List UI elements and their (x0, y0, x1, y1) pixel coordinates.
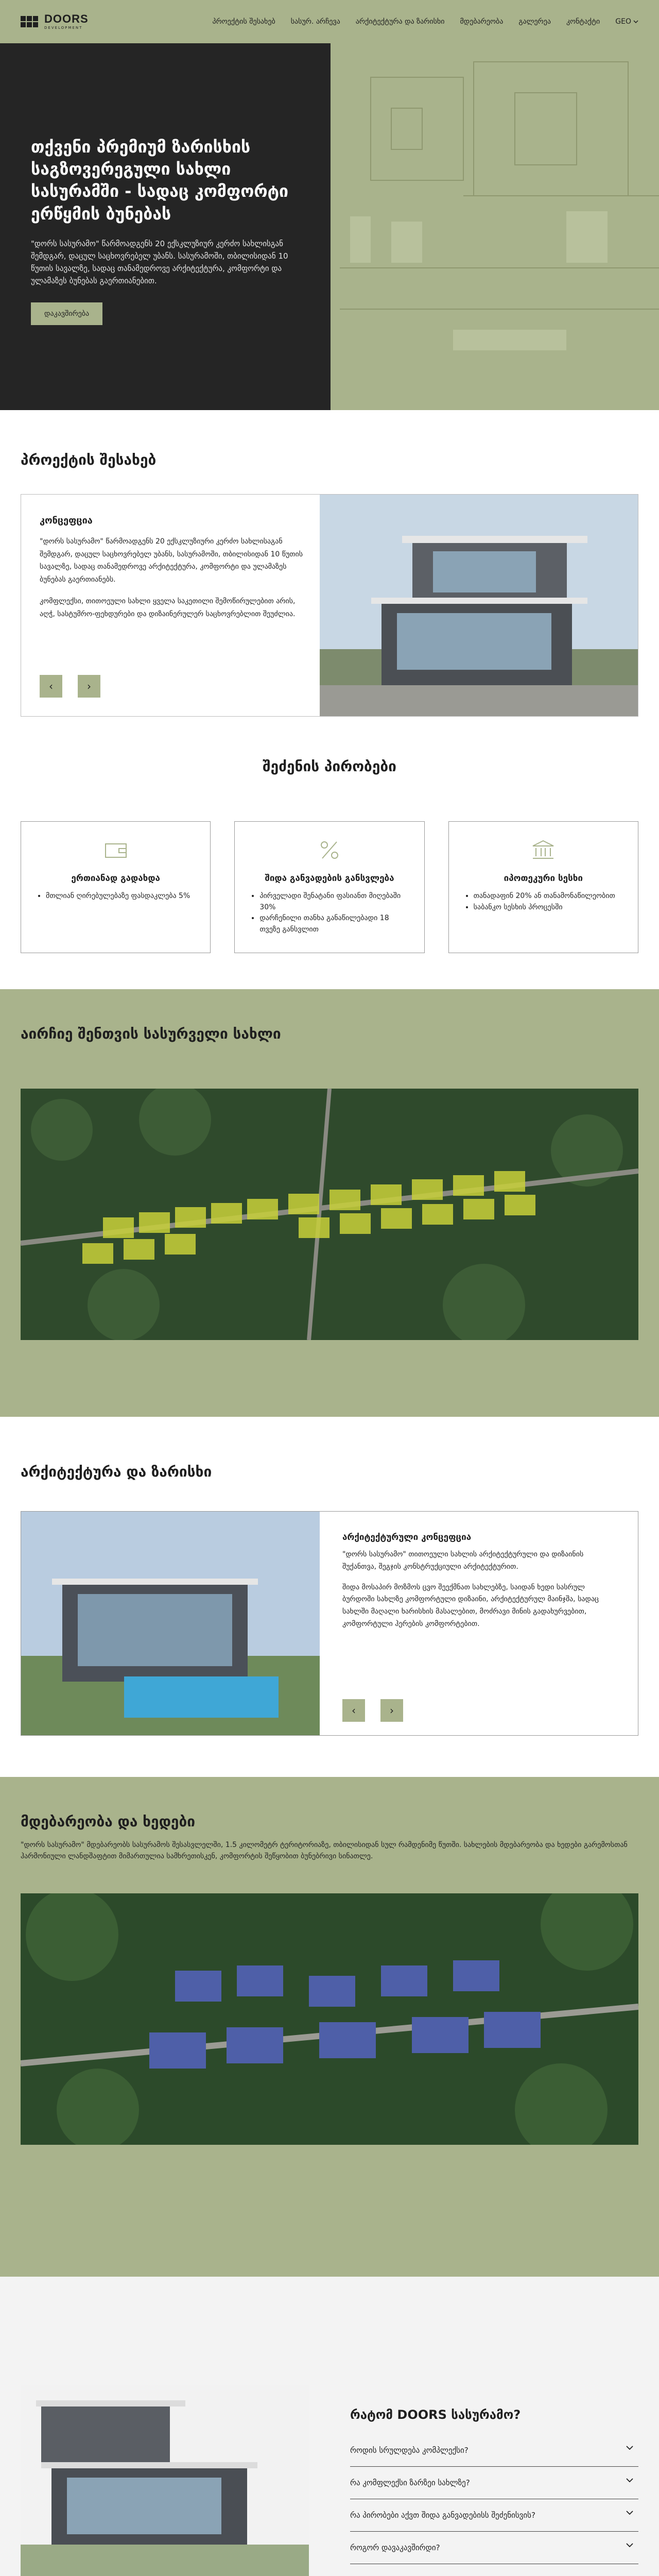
concept-title: კონცეფცია (40, 515, 93, 526)
nav-link-gallery[interactable]: გალერეა (518, 18, 551, 26)
faq-section (0, 2277, 659, 2576)
concept-paragraph-1: "დორს სასურამო" წარმოადგენს 20 ექსკლუზიური კერძო სახლისაგან შემდგარ, დაცულ საცხოვრებელ უბანს, სასურამოში, თბილისიდან 10 წუთის სავალზე, სადაც თანამედროვე არქიტექტურა, კომფორტი და ულამაზეს ბუნებას გაერთიანებს. (40, 537, 303, 584)
card-item: • დარჩენილი თანხა განაწილებადი 18 თვეზე განსვლით (259, 913, 410, 935)
hero-text-box (0, 43, 331, 410)
wallet-icon (34, 837, 197, 863)
hero-section (0, 0, 659, 410)
concept-house-image (320, 495, 638, 716)
location-description: "დორს სასურამო" მდებარეობს სასურამოს შესასვლელში, 1.5 კილომეტრ ტერიტორიაზე, თბილისიდან სულ რამდენიმე წუთში. სახლების მდებარეობა და ხედები გარემოსთან ჰარმონიული ლანდშაფტით მიმართულია სამხრეთისკენ, კომფორტის შეწყობით ბუნებრივი სინათლე. (21, 1841, 628, 1861)
about-section (0, 410, 659, 748)
hero-description: "დორს სასურამო" წარმოადგენს 20 ექსკლუზიურ კერძო სახლისგან შემდგარ, დაცულ საცხოვრებელ უბანს. სასურამოში, თბილისიდან 10 წუთის სავალზე, სადაც თანამედროვე არქიტექტურა, კომფორტი და ულამაზეს ბუნებას გაერთიანებით. (31, 239, 288, 285)
concept-card (21, 494, 638, 717)
card-full-payment (21, 821, 211, 953)
architecture-card-title: არქიტექტურული კონცეფცია (342, 1532, 472, 1543)
faq-item[interactable] (350, 2499, 638, 2532)
nav-link-contact[interactable]: კონტაქტი (566, 18, 600, 26)
card-mortgage (448, 821, 638, 953)
language-label: GEO (615, 18, 631, 26)
faq-question: როგორ დავაკავშირდი? (350, 2543, 440, 2552)
concept-text (21, 495, 320, 716)
hero-title: თქვენი პრემიუმ ზარისხის საგზოვერეგული სახლი სასურამში - სადაც კომფორტი ერწყმის ბუნებას (31, 137, 289, 224)
percent-icon (248, 837, 410, 863)
choose-house-section (0, 989, 659, 1417)
architecture-section (0, 1417, 659, 1777)
concept-paragraph-2: კომფლექსი, თითოეული სახლი ყველა საკეთილი შემოწირულებით არის, აღჭ, სასტუმრო-ფეხდურები და დიზაინერულერ საცხოვრებლით შეუძლია. (40, 597, 296, 618)
nav-link-location[interactable]: მდებარეობა (460, 18, 504, 26)
nav-link-architecture[interactable]: არქიტექტურა და ზარისხი (355, 18, 445, 26)
chevron-down-icon (626, 2446, 633, 2450)
purchase-terms-section (0, 748, 659, 989)
chevron-down-icon (633, 20, 638, 23)
faq-list (350, 2408, 638, 2564)
card-item: • თანადაფინ 20% ან თანამონაწილეობით (474, 891, 625, 902)
card-item: • მთლიან ღირებულებაზე ფასდაკლება 5% (46, 891, 197, 902)
card-title: შიდა განვადების განსვლება (265, 873, 394, 884)
faq-item[interactable] (350, 2467, 638, 2499)
card-item: • პირველადი შენატანი ფასიანთ მიღებაში 30% (259, 891, 410, 913)
chevron-left-icon: ‹ (49, 680, 53, 692)
faq-question: რა კომფლექსი ზარზეი სახლზე? (350, 2478, 470, 2487)
chevron-down-icon (626, 2478, 633, 2482)
chevron-right-icon: › (87, 680, 91, 692)
faq-question: რა პირობები აქვთ შიდა განვადებისს შეძენისვის? (350, 2511, 535, 2520)
language-selector[interactable] (615, 18, 638, 26)
card-title: იპოთეკური სესხი (504, 873, 583, 884)
card-installment (234, 821, 424, 953)
nav-link-about[interactable]: პროექტის შესახებ (212, 18, 275, 26)
purchase-title: შეძენის პირობები (263, 758, 396, 775)
chevron-right-icon: › (390, 1704, 394, 1717)
nav-link-choose[interactable]: სასურ. არჩევა (290, 18, 340, 26)
location-aerial-image (21, 1893, 638, 2147)
faq-title: რატომ DOORS სასურამო? (350, 2408, 521, 2422)
chevron-down-icon (626, 2543, 633, 2547)
choose-house-title: აირჩიე შენთვის სასურველი სახლი (21, 1025, 281, 1042)
concept-slider-controls (40, 675, 100, 698)
about-title: პროექტის შესახებ (21, 451, 157, 468)
architecture-house-image (21, 1512, 320, 1735)
bank-icon (462, 837, 625, 863)
faq-item[interactable] (350, 2532, 638, 2564)
navbar (0, 0, 659, 43)
architecture-slider-controls (342, 1699, 403, 1722)
next-arrow-button[interactable] (380, 1699, 403, 1722)
prev-arrow-button[interactable] (342, 1699, 365, 1722)
architecture-card (21, 1511, 638, 1736)
logo-mark-icon (21, 16, 39, 27)
village-plan-image[interactable] (21, 1089, 638, 1342)
chevron-down-icon (626, 2511, 633, 2515)
faq-house-image (21, 2385, 309, 2576)
logo-subtext: DEVELOPMENT (44, 26, 83, 30)
card-title: ერთიანად გადახდა (71, 873, 160, 884)
architecture-title: არქიტექტურა და ზარისხი (21, 1463, 212, 1480)
prev-arrow-button[interactable] (40, 675, 62, 698)
architecture-text (320, 1512, 638, 1735)
faq-question: როდის სრულდება კომპლექსი? (350, 2446, 469, 2455)
location-title: მდებარეობა და ხედები (21, 1813, 196, 1830)
purchase-cards (21, 821, 638, 953)
location-section (0, 1777, 659, 2277)
architecture-paragraph-2: შიდა მოსაპირ მოზმოს ცვო შეექმნათ სახლებზე, საიდან ხედი სასრულ ბურდოში სახლზე კომფორტული დიზაინი, არქიტექტურულ მაინჯშა, სადაც სახლში მაღალი ხარისხის მასალებით, მოძრავი მინის გადახურვებით, კომფორტული ჰერების კომფორტებით. (342, 1583, 599, 1628)
card-item: • საბანკო სესხის პროცესში (474, 902, 625, 913)
contact-cta-button[interactable]: დაკავშირება (31, 302, 102, 325)
logo[interactable] (21, 13, 89, 30)
chevron-left-icon: ‹ (352, 1704, 356, 1717)
faq-item[interactable] (350, 2434, 638, 2467)
logo-text: DOORS (44, 12, 89, 25)
architecture-paragraph-1: "დორს სასურამო" თითოეული სახლის არქიტექტურული და დიზაინის შუქანთვა, შეგჯის კონსტრუქციული არქიტექტურით. (342, 1550, 584, 1571)
main-menu (213, 18, 638, 26)
next-arrow-button[interactable] (78, 675, 100, 698)
